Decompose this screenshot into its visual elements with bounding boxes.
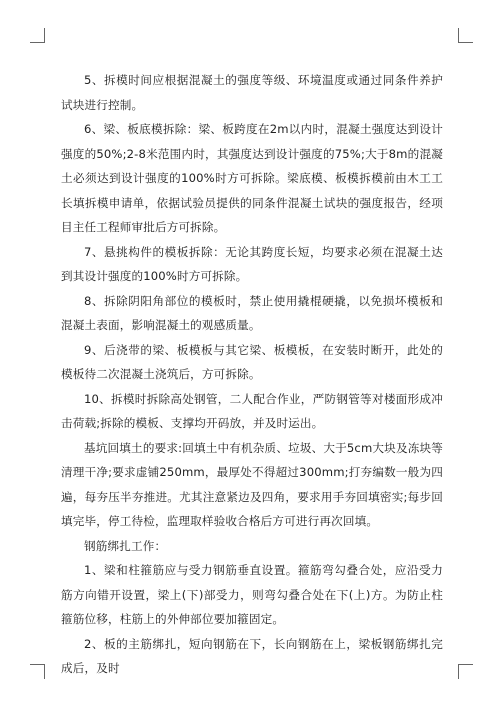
crop-mark-top-left [30,28,45,43]
paragraph-high-steel-pipes: 10、拆模时拆除高处钢管，二人配合作业，严防钢管等对楼面形成冲击荷载;拆除的模板、支撑均开码放，并及时运出。 [61,391,443,430]
paragraph-rebar-heading: 钢筋绑扎工作： [84,538,167,553]
paragraph-backfill-requirements: 基坑回填土的要求:回填土中有机杂质、垃圾、大于5cm大块及冻块等清理干净;要求虚铺250mm，最厚处不得超过300mm;打夯编数一般为四遍，每夯压半夯推进。尤其注意紧边及四角，要求用手夯回填密实;每步回填完毕，停工待检，监理取样验收合格后方可进行再次回填。 [61,440,443,528]
paragraph-cantilever-formwork: 7、悬挑构件的模板拆除：无论其跨度长短，均要求必须在混凝土达到其设计强度的100%时方可拆除。 [61,244,443,283]
crop-mark-bottom-left [30,664,45,679]
paragraph-slab-rebar: 2、板的主筋绑扎，短向钢筋在下，长向钢筋在上，梁板钢筋绑扎完成后，及时 [61,636,443,675]
paragraph-corner-formwork: 8、拆除阴阳角部位的模板时，禁止使用撬棍硬撬，以免损坏模板和混凝土表面，影响混凝土的观感质量。 [61,293,443,332]
document-body [61,68,443,681]
paragraph-stirrup-placement: 1、梁和柱箍筋应与受力钢筋垂直设置。箍筋弯勾叠合处，应沿受力筋方向错开设置，梁上(下)部受力，则弯勾叠合处在下(上)方。为防止柱箍筋位移，柱筋上的外伸部位要加箍固定。 [61,563,443,626]
crop-mark-bottom-right [458,664,473,679]
paragraph-formwork-removal-time: 5、拆模时间应根据混凝土的强度等级、环境温度或通过同条件养护试块进行控制。 [61,73,443,112]
paragraph-beam-slab-bottom-formwork: 6、梁、板底模拆除：梁、板跨度在2m以内时，混凝土强度达到设计强度的50%;2-8米范围内时，其强度达到设计强度的75%;大于8m的混凝土必须达到设计强度的100%时方可拆除。梁底模、板模拆模前由木工工长填拆模申请单，依据试验员提供的同条件混凝土试块的强度报告，经项目主任工程师审批后方可拆除。 [61,122,443,234]
paragraph-post-pour-strip: 9、后浇带的梁、板模板与其它梁、板模板，在安装时断开，此处的模板待二次混凝土浇筑后，方可拆除。 [61,342,443,381]
crop-mark-top-right [458,28,473,43]
